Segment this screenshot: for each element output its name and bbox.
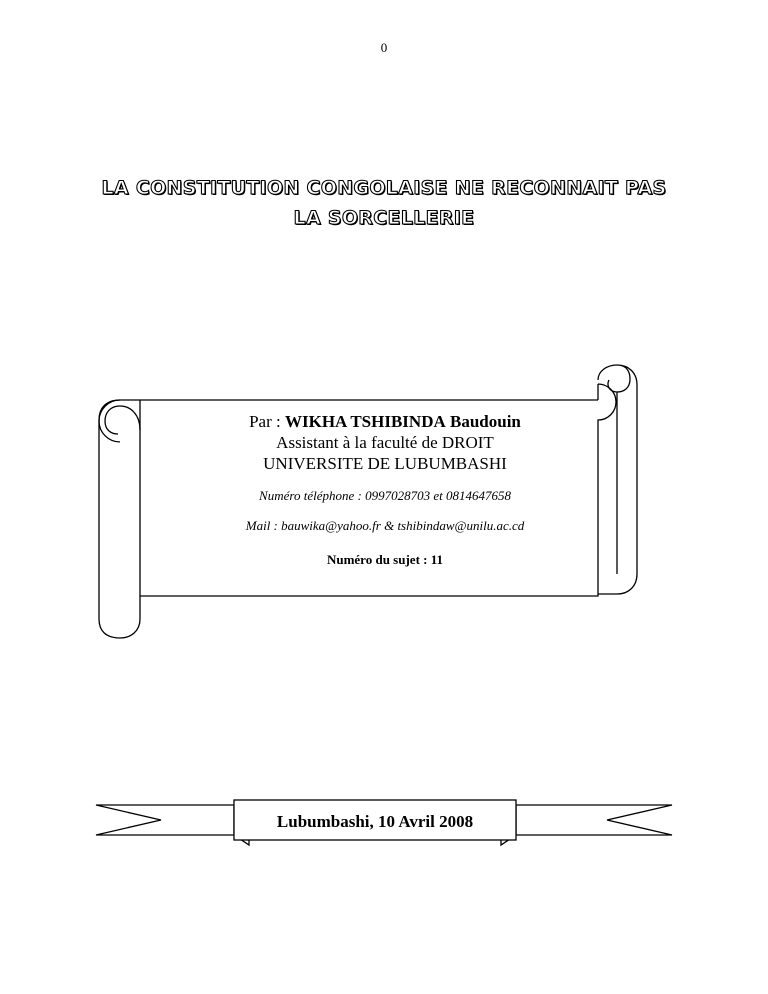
place-date: Lubumbashi, 10 Avril 2008: [276, 812, 474, 831]
title-line-1: LA CONSTITUTION CONGOLAISE NE RECONNAIT PAS: [101, 177, 667, 199]
author-mail: Mail : bauwika@yahoo.fr & tshibindaw@unilu.ac.cd: [245, 518, 525, 533]
author-line: [140, 411, 630, 432]
author-phone: Numéro téléphone : 0997028703 et 0814647658: [259, 488, 511, 503]
author-firstname: Baudouin: [450, 412, 521, 431]
title-line-2: LA SORCELLERIE: [293, 207, 475, 229]
author-affiliation: [140, 432, 630, 474]
subject-number: Numéro du sujet : 11: [326, 552, 444, 567]
author-prefix: Par :: [249, 412, 281, 431]
author-position: Assistant à la faculté de DROIT: [276, 433, 494, 452]
ribbon-left-tail: [96, 805, 234, 835]
ribbon-right-tail: [516, 805, 672, 835]
page-number: 0: [380, 40, 388, 55]
author-institution: UNIVERSITE DE LUBUMBASHI: [263, 454, 507, 473]
author-name: WIKHA TSHIBINDA: [284, 412, 446, 431]
